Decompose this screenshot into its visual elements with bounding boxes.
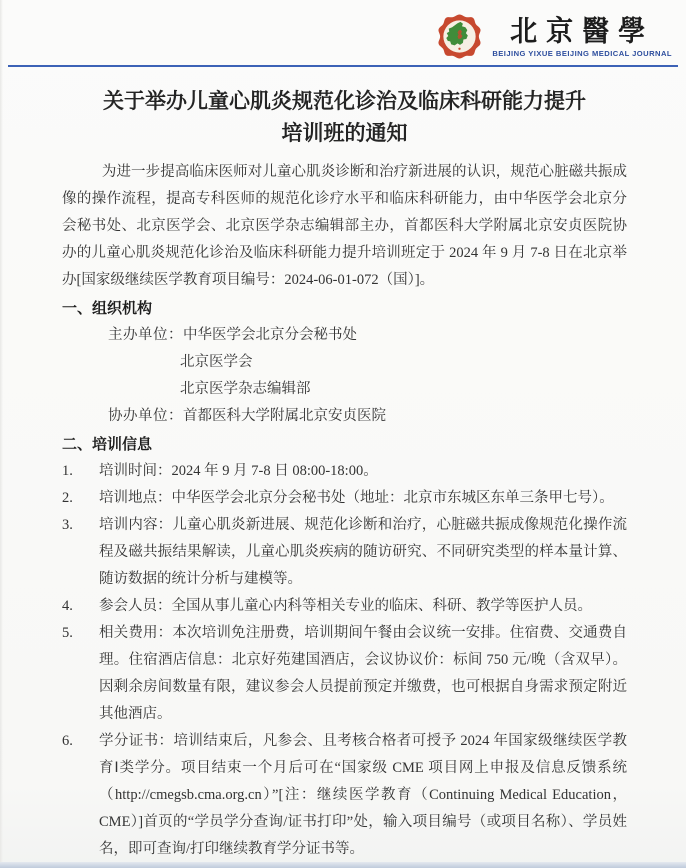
item-number: 2. xyxy=(62,490,73,506)
item-text: 相关费用：本次培训免注册费，培训期间午餐由会议统一安排。住宿费、交通费自理。住宿酒店信息：北京好苑建国酒店，会议协议价：标间 750 元/晚（含双早）。因剩余房间数量有限，建议参会人员提前预定并缴费，也可根据自身需求预定附近其他酒店。 xyxy=(99,625,627,722)
intro-paragraph: 为进一步提高临床医师对儿童心肌炎诊断和治疗新进展的认识，规范心脏磁共振成像的操作流程，提高专科医师的规范化诊疗水平和临床科研能力，由中华医学会北京分会秘书处、北京医学会、北京医学杂志编辑部主办，首都医科大学附属北京安贞医院协办的儿童心肌炎规范化诊治及临床科研能力提升培训班定于 2024 年 9 月 7-8 日在北京举办[国家级继续医学教育项目编号：2024-06-01-072（国）]。 xyxy=(62,164,627,288)
item-text: 培训时间：2024 年 9 月 7-8 日 08:00-18:00。 xyxy=(99,463,378,479)
item-text: 参会人员：全国从事儿童心内科等相关专业的临床、科研、教学等医护人员。 xyxy=(99,598,592,614)
list-item-time xyxy=(62,458,627,485)
journal-masthead xyxy=(0,0,686,60)
co-organizer-1: 首都医科大学附属北京安贞医院 xyxy=(183,408,386,424)
host-unit-1: 中华医学会北京分会秘书处 xyxy=(183,327,357,343)
co-organizer-row xyxy=(62,403,627,430)
list-item-fees xyxy=(62,620,627,728)
list-item-credit-certificate xyxy=(62,728,627,863)
item-text: 学分证书：培训结束后，凡参会、且考核合格者可授予 2024 年国家级继续医学教育Ⅰ类学分。项目结束一个月后可在“国家级 CME 项目网上申报及信息反馈系统（http://cmegsb.cma.org.cn）”[注：继续医学教育（Continuing Medical Education，CME）]首页的“学员学分查询/证书打印”处，输入项目编号（或项目名称）、学员姓名，即可查询/打印继续教育学分证书等。 xyxy=(99,733,627,857)
notice-title xyxy=(62,86,627,150)
section-heading-training-info: 二、培训信息 xyxy=(62,436,153,453)
host-unit-2: 北京医学会 xyxy=(180,354,253,370)
co-organizer-label: 协办单位： xyxy=(108,408,183,424)
item-number: 1. xyxy=(62,463,73,479)
journal-logo-text xyxy=(492,16,672,60)
journal-name-cn: 北京醫學 xyxy=(510,14,655,47)
journal-logo xyxy=(436,13,672,60)
scan-edge-left xyxy=(0,0,3,868)
journal-name-en: BEIJING YIXUE BEIJING MEDICAL JOURNAL xyxy=(492,48,672,58)
training-info-list xyxy=(62,458,627,863)
item-number: 6. xyxy=(62,733,73,749)
host-unit-row xyxy=(62,322,627,349)
notice-title-line2: 培训班的通知 xyxy=(281,122,408,145)
section-heading-organization: 一、组织机构 xyxy=(62,300,153,317)
item-text: 培训地点：中华医学会北京分会秘书处（地址：北京市东城区东单三条甲七号）。 xyxy=(99,490,614,506)
notice-body xyxy=(0,67,686,863)
list-item-content xyxy=(62,512,627,593)
item-number: 5. xyxy=(62,625,73,641)
organization-block xyxy=(62,322,627,430)
item-number: 4. xyxy=(62,598,73,614)
notice-title-line1: 关于举办儿童心肌炎规范化诊治及临床科研能力提升 xyxy=(103,90,586,113)
journal-emblem-icon xyxy=(436,13,483,60)
item-number: 3. xyxy=(62,517,73,533)
list-item-location xyxy=(62,485,627,512)
item-text: 培训内容：儿童心肌炎新进展、规范化诊断和治疗，心脏磁共振成像规范化操作流程及磁共振结果解读，儿童心肌炎疾病的随访研究、不同研究类型的样本量计算、随访数据的统计分析与建模等。 xyxy=(99,517,627,587)
list-item-participants xyxy=(62,593,627,620)
host-unit-3: 北京医学杂志编辑部 xyxy=(180,381,311,397)
scan-edge-bottom xyxy=(0,862,686,868)
host-unit-label: 主办单位： xyxy=(108,327,183,343)
